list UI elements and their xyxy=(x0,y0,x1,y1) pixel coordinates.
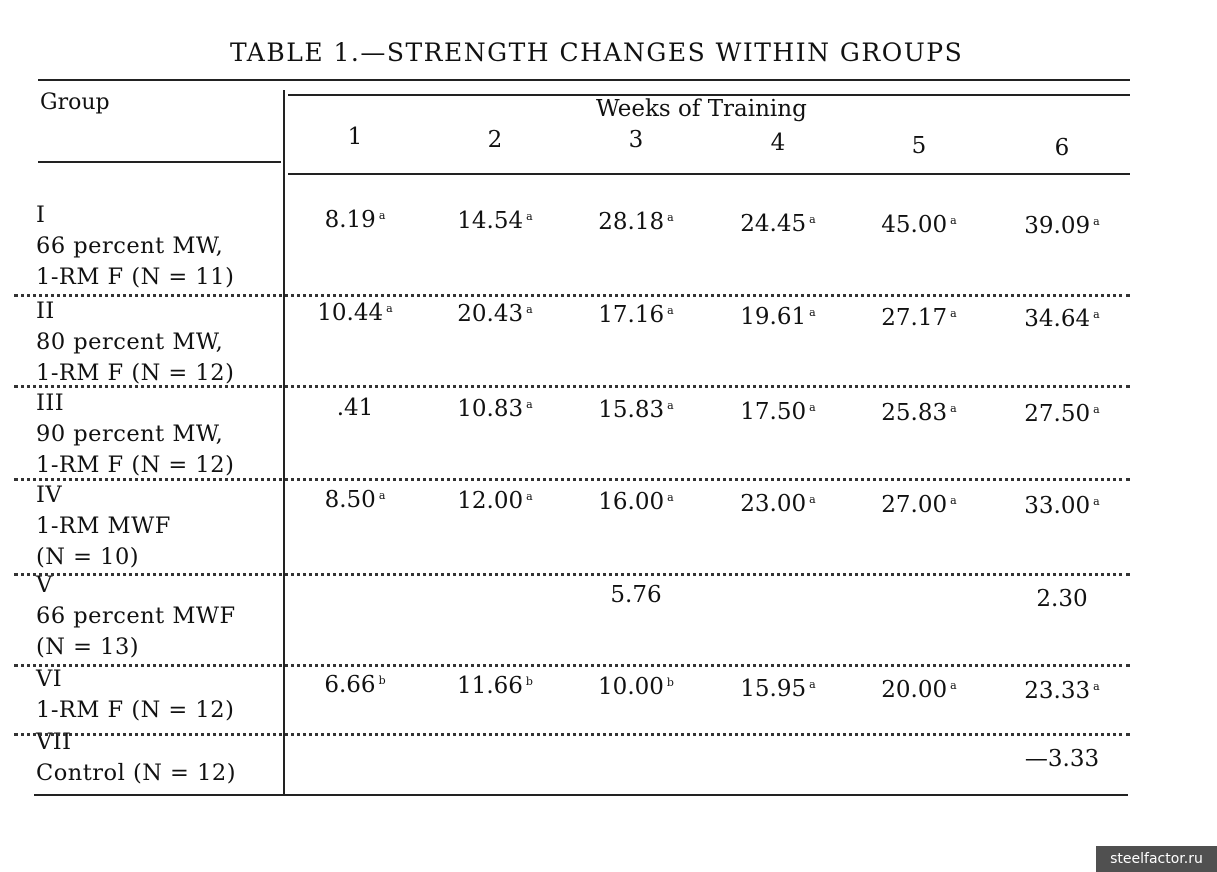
table-cell xyxy=(1002,586,1122,612)
top-rule xyxy=(38,79,1130,81)
cell-value: 5.76 xyxy=(610,582,662,609)
row-label-line: VII xyxy=(36,729,72,755)
cell-value: 45.00 xyxy=(881,211,948,238)
table-cell xyxy=(295,672,415,698)
row-label xyxy=(36,200,234,293)
cell-value: 17.50 xyxy=(740,398,807,425)
cell-value: 24.45 xyxy=(740,210,807,237)
significance-footnote-mark: a xyxy=(950,401,957,415)
table-cell xyxy=(859,400,979,426)
cell-value: 16.00 xyxy=(598,489,665,516)
row-label-line: 1-RM F (N = 12) xyxy=(36,452,235,478)
row-label xyxy=(36,480,171,573)
group-column-header: Group xyxy=(40,90,110,115)
row-label xyxy=(36,664,234,726)
table-cell xyxy=(1002,678,1122,704)
row-label-line: 1-RM F (N = 12) xyxy=(36,360,235,386)
table-cell xyxy=(859,305,979,331)
weeks-of-training-header: Weeks of Training xyxy=(596,96,807,122)
table-cell xyxy=(295,487,415,513)
significance-footnote-mark: a xyxy=(1093,495,1100,508)
table-cell xyxy=(1002,306,1122,332)
table-cell xyxy=(576,674,696,700)
cell-value: —3.33 xyxy=(1024,746,1100,772)
row-divider xyxy=(14,664,1130,667)
bottom-rule xyxy=(34,794,1128,796)
cell-value: 8.19 xyxy=(324,207,376,233)
cell-value: 39.09 xyxy=(1024,213,1091,239)
significance-footnote-mark: a xyxy=(378,209,386,222)
table-cell xyxy=(859,677,979,703)
week-header-5: 5 xyxy=(911,133,927,159)
row-label-line: VI xyxy=(36,666,63,692)
cell-value: 14.54 xyxy=(457,208,524,235)
row-label xyxy=(36,570,236,663)
significance-footnote-mark: a xyxy=(1093,680,1100,693)
significance-footnote-mark: b xyxy=(666,676,674,690)
row-divider xyxy=(14,385,1130,388)
significance-footnote-mark: a xyxy=(526,398,533,412)
row-label-line: (N = 13) xyxy=(36,634,140,660)
table-cell xyxy=(576,582,696,608)
cell-value: 6.66 xyxy=(324,672,376,698)
table-cell xyxy=(1002,213,1122,239)
week-header-6: 6 xyxy=(1054,135,1070,161)
row-label xyxy=(36,727,236,789)
row-label xyxy=(36,388,234,481)
row-divider xyxy=(14,478,1130,481)
significance-footnote-mark: a xyxy=(1093,308,1100,321)
cell-value: 20.43 xyxy=(457,301,524,328)
table-cell xyxy=(859,212,979,238)
table-cell xyxy=(718,676,838,702)
table-cell xyxy=(1002,401,1122,427)
significance-footnote-mark: a xyxy=(526,210,533,224)
row-label-line: II xyxy=(36,298,55,324)
significance-footnote-mark: a xyxy=(950,493,957,507)
row-label-line: V xyxy=(36,572,53,598)
row-label-line: I xyxy=(36,202,46,228)
table-cell xyxy=(718,399,838,425)
header-bottom-rule xyxy=(288,173,1130,175)
table-cell xyxy=(435,488,555,514)
cell-value: 10.00 xyxy=(598,674,664,701)
row-label-line: 90 percent MW, xyxy=(36,421,224,447)
significance-footnote-mark: a xyxy=(950,678,957,692)
significance-footnote-mark: b xyxy=(525,675,533,689)
cell-value: 8.50 xyxy=(324,487,376,513)
cell-value: 11.66 xyxy=(457,673,523,700)
row-label-line: Control (N = 12) xyxy=(36,760,236,786)
week-header-1: 1 xyxy=(347,124,363,150)
table-cell xyxy=(859,492,979,518)
table-cell xyxy=(1002,493,1122,519)
significance-footnote-mark: a xyxy=(378,489,386,502)
table-cell xyxy=(295,395,415,421)
table-title: TABLE 1.—STRENGTH CHANGES WITHIN GROUPS xyxy=(230,38,964,67)
significance-footnote-mark: a xyxy=(386,302,393,315)
column-divider xyxy=(283,90,285,794)
cell-value: 2.30 xyxy=(1036,586,1088,612)
cell-value: 27.17 xyxy=(881,304,948,331)
week-header-2: 2 xyxy=(487,127,503,153)
row-divider xyxy=(14,294,1130,297)
table-cell xyxy=(435,301,555,327)
table-cell xyxy=(576,209,696,235)
cell-value: 25.83 xyxy=(881,399,948,426)
cell-value: 33.00 xyxy=(1024,493,1091,519)
week-header-4: 4 xyxy=(770,130,786,156)
significance-footnote-mark: a xyxy=(950,213,957,227)
table-cell xyxy=(718,211,838,237)
significance-footnote-mark: a xyxy=(667,304,674,318)
cell-value: 15.83 xyxy=(598,397,665,424)
cell-value: 10.44 xyxy=(317,300,384,326)
cell-value: 17.16 xyxy=(598,302,665,329)
cell-value: .41 xyxy=(336,395,374,421)
row-label-line: IV xyxy=(36,482,63,508)
table-cell xyxy=(576,397,696,423)
significance-footnote-mark: a xyxy=(1093,215,1100,228)
table-cell xyxy=(576,489,696,515)
row-divider xyxy=(14,573,1130,576)
watermark: steelfactor.ru xyxy=(1096,846,1217,872)
significance-footnote-mark: a xyxy=(526,303,533,317)
week-header-3: 3 xyxy=(628,127,644,153)
row-label-line: III xyxy=(36,390,65,416)
table-cell xyxy=(1002,746,1122,772)
row-label-line: 80 percent MW, xyxy=(36,329,224,355)
table-cell xyxy=(435,208,555,234)
cell-value: 27.50 xyxy=(1024,401,1091,427)
cell-value: 10.83 xyxy=(457,396,524,423)
table-cell xyxy=(576,302,696,328)
cell-value: 23.00 xyxy=(740,490,807,517)
cell-value: 19.61 xyxy=(740,303,807,330)
row-label-line: 1-RM MWF xyxy=(36,513,171,539)
significance-footnote-mark: b xyxy=(378,674,386,687)
significance-footnote-mark: a xyxy=(667,211,674,225)
row-label-line: 1-RM F (N = 12) xyxy=(36,697,235,723)
significance-footnote-mark: a xyxy=(809,212,816,226)
table-cell xyxy=(435,673,555,699)
table-cell xyxy=(718,491,838,517)
table-cell xyxy=(295,207,415,233)
significance-footnote-mark: a xyxy=(667,399,674,413)
significance-footnote-mark: a xyxy=(950,306,957,320)
significance-footnote-mark: a xyxy=(1093,403,1100,416)
row-label xyxy=(36,296,234,389)
significance-footnote-mark: a xyxy=(526,490,533,504)
significance-footnote-mark: a xyxy=(809,305,816,319)
cell-value: 27.00 xyxy=(881,491,948,518)
table-cell xyxy=(718,304,838,330)
table-cell xyxy=(295,300,415,326)
row-divider xyxy=(14,733,1130,736)
row-label-line: 1-RM F (N = 11) xyxy=(36,264,235,290)
significance-footnote-mark: a xyxy=(667,491,674,505)
cell-value: 23.33 xyxy=(1024,678,1091,704)
cell-value: 12.00 xyxy=(457,488,524,515)
table-cell xyxy=(435,396,555,422)
group-header-rule xyxy=(38,161,281,163)
cell-value: 28.18 xyxy=(598,209,665,236)
significance-footnote-mark: a xyxy=(809,677,816,691)
cell-value: 34.64 xyxy=(1024,306,1091,332)
row-label-line: (N = 10) xyxy=(36,544,140,570)
significance-footnote-mark: a xyxy=(809,492,816,506)
significance-footnote-mark: a xyxy=(809,400,816,414)
cell-value: 20.00 xyxy=(881,676,948,703)
row-label-line: 66 percent MW, xyxy=(36,233,224,259)
cell-value: 15.95 xyxy=(740,675,807,702)
row-label-line: 66 percent MWF xyxy=(36,603,236,629)
